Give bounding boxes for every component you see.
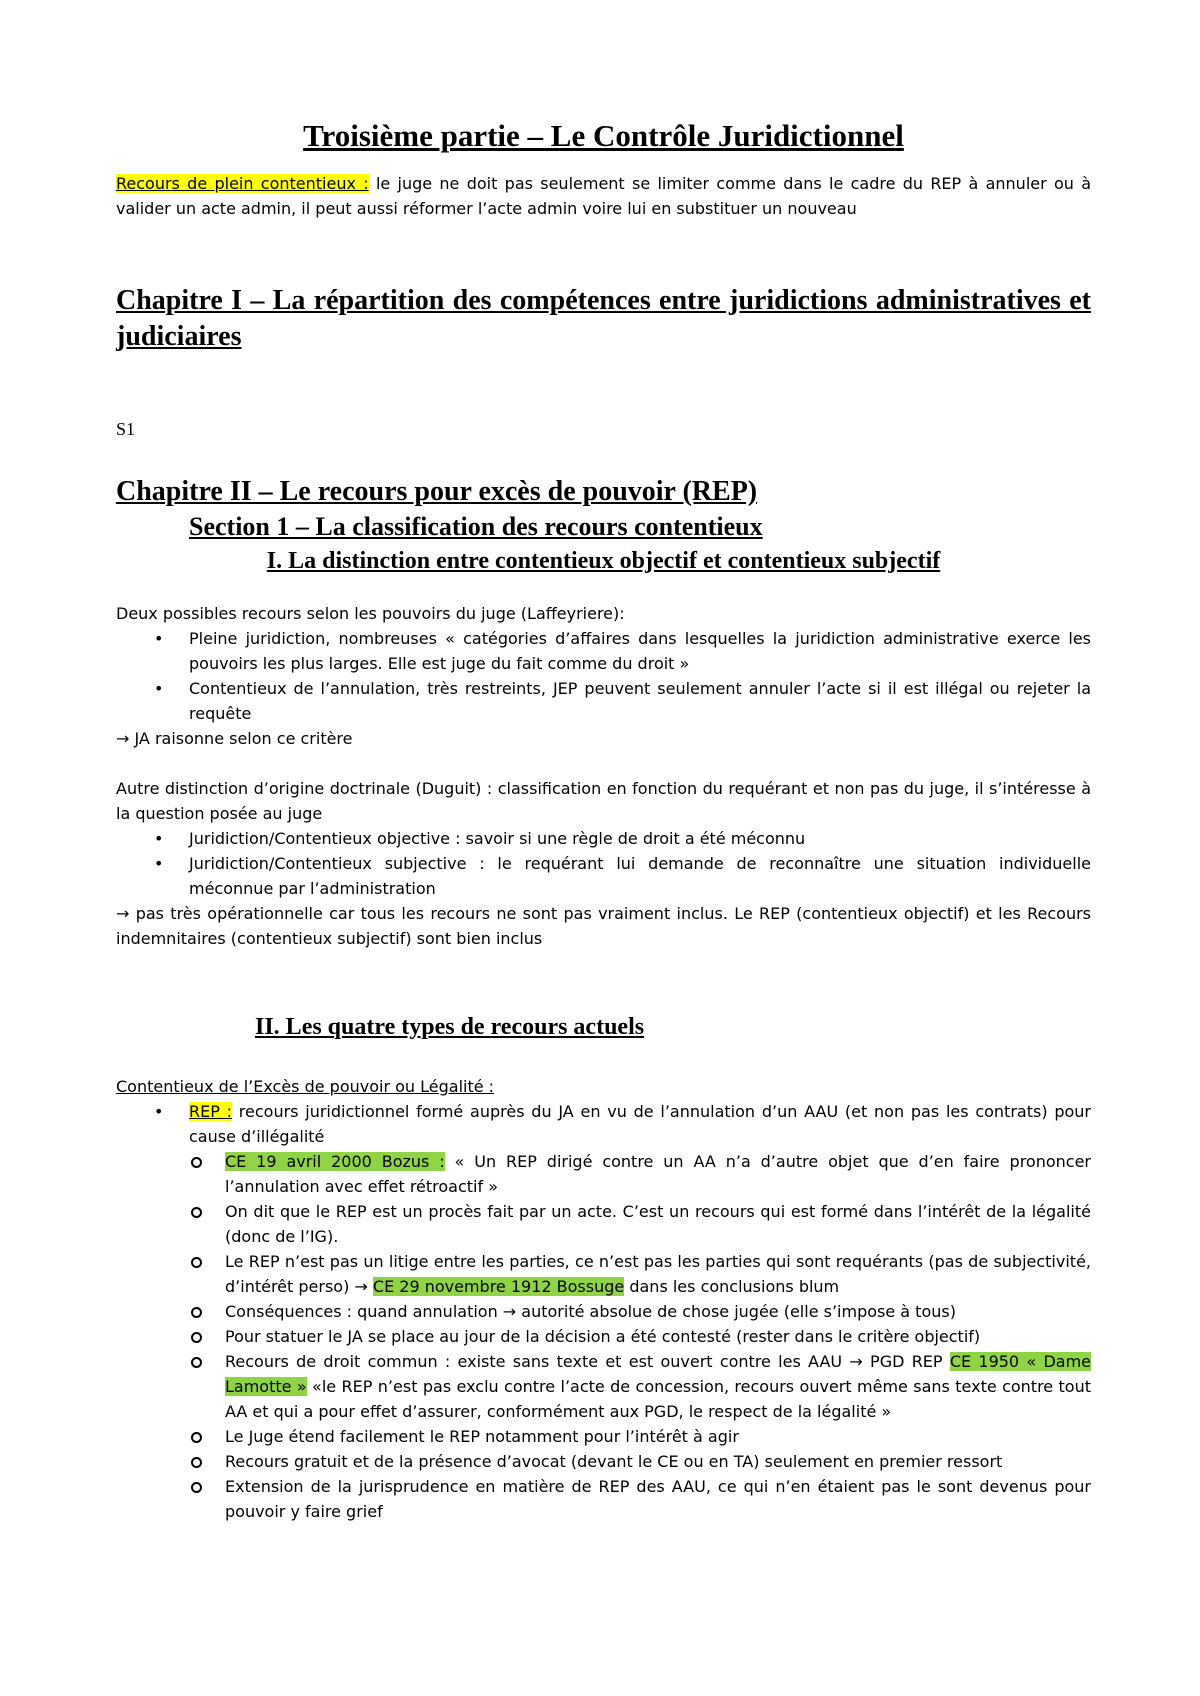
list-item (116, 1349, 1091, 1424)
bullet-list-2 (116, 826, 1091, 901)
rep-list (116, 1099, 1091, 1149)
s1-label: S1 (116, 419, 136, 439)
list-item: Le Juge étend facilement le REP notamment pour l’intérêt à agir (116, 1424, 1091, 1449)
list-item-text: « Un REP dirigé contre un AA n’a d’autre objet que d’en faire prononcer l’annulation avec effet rétroactif » (225, 1152, 1091, 1196)
page-title: Troisième partie – Le Contrôle Juridictionnel (303, 118, 904, 153)
list-item-text: Recours de droit commun : existe sans texte et est ouvert contre les AAU → PGD REP (225, 1352, 950, 1371)
part-2-subheading: Contentieux de l’Excès de pouvoir ou Légalité : (116, 1077, 495, 1096)
list-item (116, 1149, 1091, 1199)
list-item: • Juridiction/Contentieux objective : savoir si une règle de droit a été méconnu (116, 826, 1091, 851)
part-1-heading: I. La distinction entre contentieux objectif et contentieux subjectif (266, 548, 941, 574)
case-bozus: CE 19 avril 2000 Bozus : (225, 1152, 445, 1171)
bullet-list-1 (116, 626, 1091, 726)
list-item: Extension de la jurisprudence en matière de REP des AAU, ce qui n’en étaient pas le sont devenus pour pouvoir y faire grief (116, 1474, 1091, 1524)
chapter-1-heading: Chapitre I – La répartition des compétences entre juridictions administratives et judiciaires (116, 285, 1091, 352)
case-bossuge: CE 29 novembre 1912 Bossuge (372, 1277, 625, 1296)
list-item: • Pleine juridiction, nombreuses « catégories d’affaires dans lesquelles la juridiction administrative exerce les pouvoirs les plus larges. Elle est juge du fait comme du droit » (116, 626, 1091, 676)
intro-label: Recours de plein contentieux : (116, 174, 369, 193)
list-item-text: Le REP n’est pas un litige entre les parties, ce n’est pas les parties qui sont requérants (pas de subjectivité, d’intérêt perso) → (225, 1252, 1091, 1296)
list-item: • Juridiction/Contentieux subjective : le requérant lui demande de reconnaître une situation individuelle méconnue par l’administration (116, 851, 1091, 901)
part-1-p1: Deux possibles recours selon les pouvoirs du juge (Laffeyriere): (116, 604, 625, 623)
list-item: Recours gratuit et de la présence d’avocat (devant le CE ou en TA) seulement en premier ressort (116, 1449, 1091, 1474)
list-item (116, 1249, 1091, 1299)
part-1-arrow-2: → pas très opérationnelle car tous les recours ne sont pas vraiment inclus. Le REP (contentieux objectif) et les Recours indemnitaires (contentieux subjectif) sont bien inclus (116, 904, 1091, 948)
chapter-2-heading: Chapitre II – Le recours pour excès de pouvoir (REP) (116, 476, 758, 507)
rep-label: REP : (189, 1102, 233, 1121)
case-dame-lamotte: CE 1950 « Dame Lamotte » (225, 1352, 1092, 1396)
intro-paragraph (116, 171, 1091, 221)
list-item: • Contentieux de l’annulation, très restreints, JEP peuvent seulement annuler l’acte si il est illégal ou rejeter la requête (116, 676, 1091, 726)
part-1-p2: Autre distinction d’origine doctrinale (Duguit) : classification en fonction du requérant et non pas du juge, il s’intéresse à la question posée au juge (116, 779, 1091, 823)
rep-item (116, 1099, 1091, 1149)
rep-text: recours juridictionnel formé auprès du JA en vu de l’annulation d’un AAU (et non pas les contrats) pour cause d’illégalité (189, 1102, 1091, 1146)
section-1-heading: Section 1 – La classification des recours contentieux (189, 512, 763, 541)
part-1-body (116, 601, 1091, 951)
list-item: On dit que le REP est un procès fait par un acte. C’est un recours qui est formé dans l’intérêt de la légalité (donc de l’IG). (116, 1199, 1091, 1249)
list-item: Pour statuer le JA se place au jour de la décision a été contesté (rester dans le critère objectif) (116, 1324, 1091, 1349)
part-1-arrow-1: → JA raisonne selon ce critère (116, 729, 353, 748)
part-2-heading: II. Les quatre types de recours actuels (255, 1014, 645, 1040)
intro-text: le juge ne doit pas seulement se limiter comme dans le cadre du REP à annuler ou à valider un acte admin, il peut aussi réformer l’acte admin voire lui en substituer un nouveau (116, 174, 1092, 218)
list-item-text: dans les conclusions blum (624, 1277, 840, 1296)
rep-sub-list (116, 1149, 1091, 1524)
list-item-text: «le REP n’est pas exclu contre l’acte de concession, recours ouvert même sans texte contre tout AA et qui a pour effet d’assurer, conformément aux PGD, le respect de la légalité » (225, 1377, 1092, 1421)
part-2-body (116, 1074, 1091, 1524)
list-item: Conséquences : quand annulation → autorité absolue de chose jugée (elle s’impose à tous) (116, 1299, 1091, 1324)
